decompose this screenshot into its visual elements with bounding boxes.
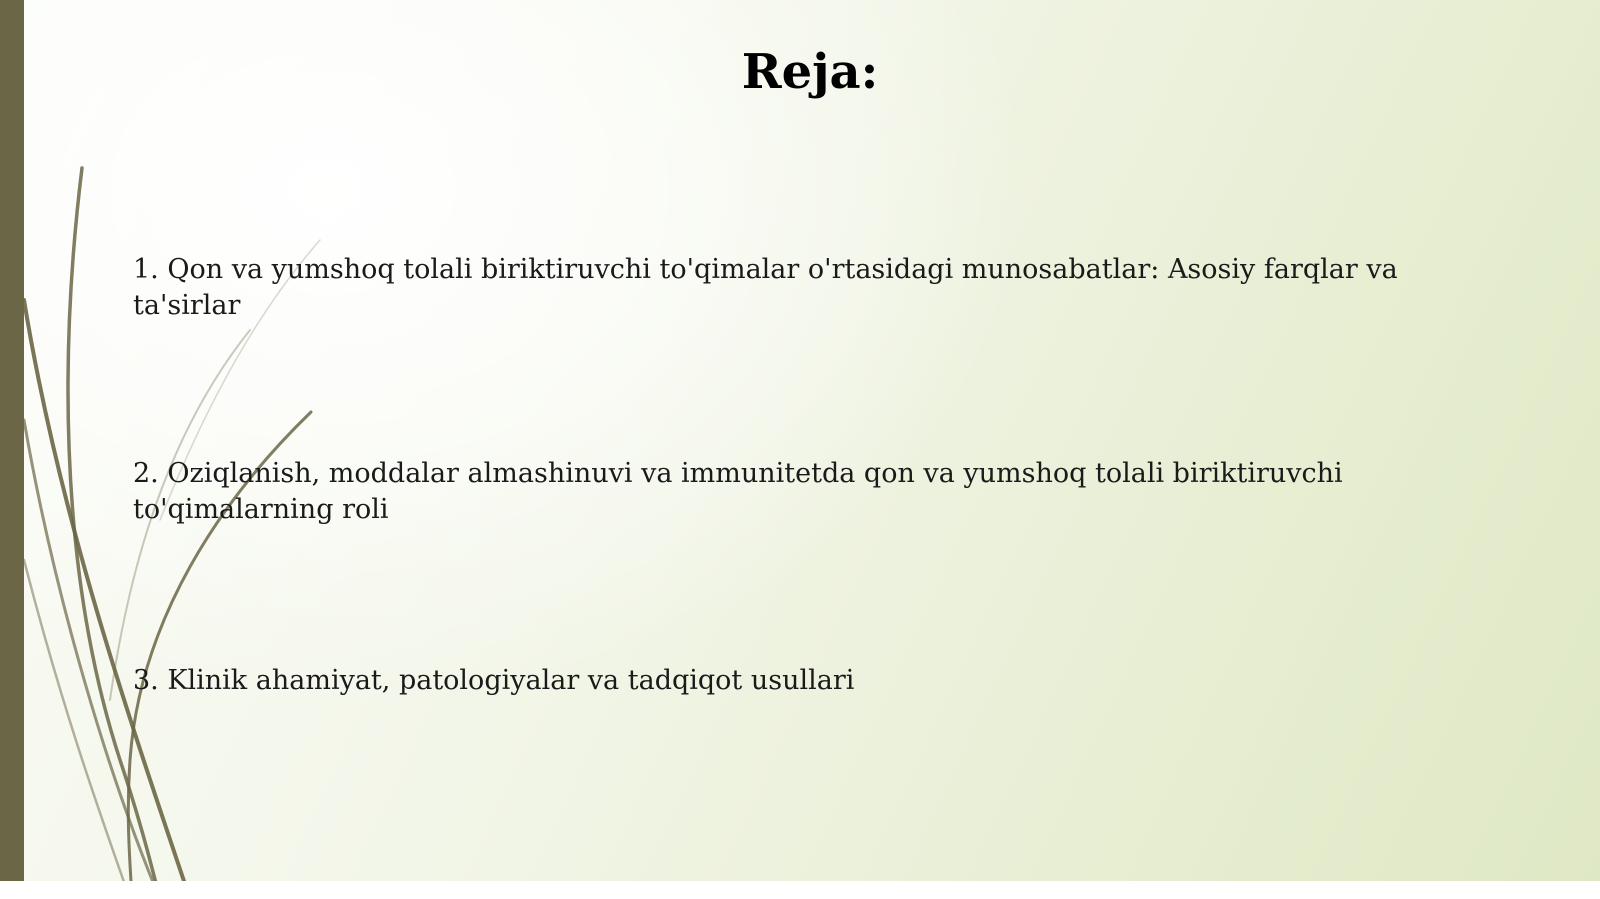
left-accent-band bbox=[0, 0, 24, 899]
plan-item-2: 2. Oziqlanish, moddalar almashinuvi va immunitetda qon va yumshoq tolali biriktiruvchi to'qimalarning roli bbox=[133, 458, 1343, 525]
plan-item-1: 1. Qon va yumshoq tolali biriktiruvchi to'qimalar o'rtasidagi munosabatlar: Asosiy farqlar va ta'sirlar bbox=[133, 254, 1398, 321]
bottom-strip bbox=[0, 881, 1600, 899]
plan-item-3: 3. Klinik ahamiyat, patologiyalar va tadqiqot usullari bbox=[133, 665, 855, 696]
slide-title: Reja: bbox=[741, 44, 879, 100]
grass-blade bbox=[24, 300, 190, 899]
grass-blade bbox=[24, 560, 130, 899]
